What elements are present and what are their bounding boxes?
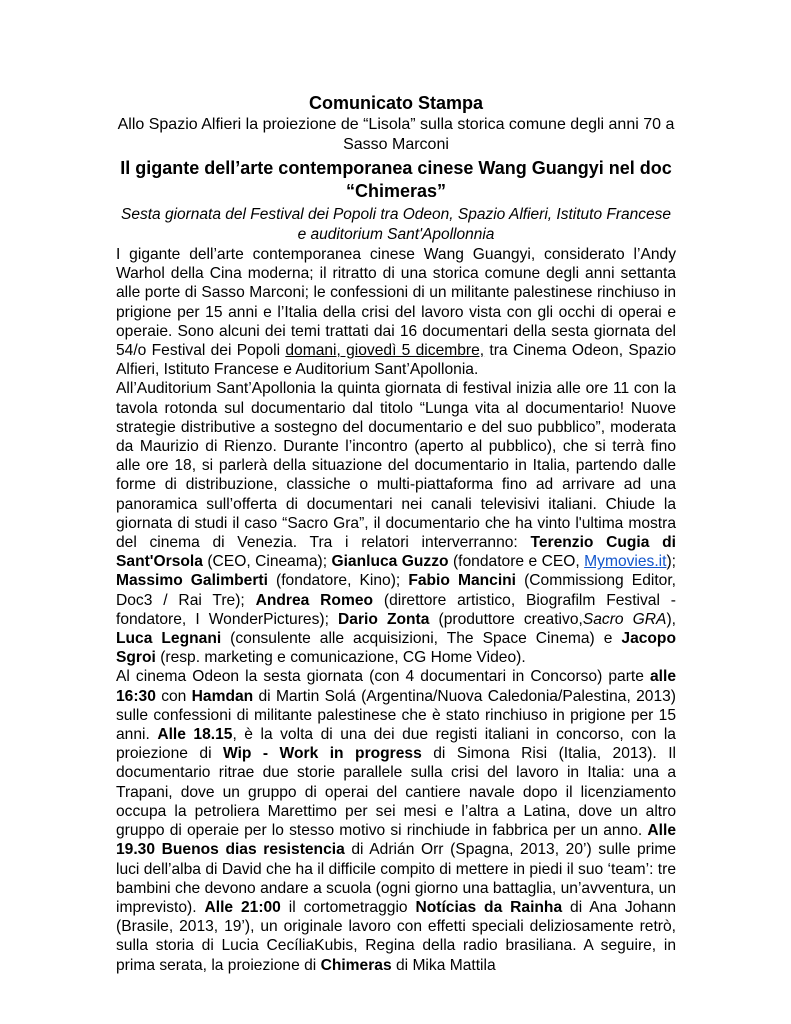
header-block — [116, 92, 676, 245]
speaker-name: Fabio Mancini — [408, 572, 517, 590]
paragraph-odeon — [116, 667, 676, 974]
film-title: Chimeras — [320, 956, 392, 974]
odeon-text: di Adrián Orr (Spagna, 2013, 20’) sulle prime luci dell’alba di David che ha il difficile compito di mettere in piedi il suo ‘team’: tre bambini che devono andare a scuola (ogni giorno una battaglia, un’avventura, un imprevisto). — [116, 841, 676, 916]
odeon-text: di Ana Johann (Brasile, 2013, 19’), un originale lavoro con effetti speciali deliziosamente retrò, sulla storia di Lucia CecíliaKubis, Regina della radio brasiliana. A seguire, in prima serata, la proiezione di — [116, 898, 676, 974]
speaker-name: Massimo Galimberti — [116, 572, 268, 590]
auditorium-text: All’Auditorium Sant’Apollonia la quinta giornata di festival inizia alle ore 11 con la tavola rotonda sul documentario dal titolo “Lunga vita al documentario! Nuove strategie distributive a sostegno del documentario e del suo pubblico”, moderata da Maurizio di Rienzo. Durante l’incontro (aperto al pubblico), che si terrà fino alle ore 18, si parlerà della situazione del documentario in Italia, partendo dalle forme di distribuzione, classiche o multi-piattaforma fino ad arrivare ad una panoramica sull’offerta di documentari nei canali televisivi italiani. Chiude la giornata di studi il caso “Sacro Gra”, il documentario che ha vinto l'ultima mostra del cinema di Venezia. Tra i relatori interverranno: — [116, 380, 676, 552]
speaker-role: (produttore creativo, — [429, 610, 583, 628]
odeon-text: di Simona Risi (Italia, 2013). Il documentario ritrae due storie parallele sulla crisi del lavoro in Italia: una a Trapani, dove un gruppo di operai del cantiere navale dopo il licenziamento occupa la petroliera Marettimo per sei mesi e l’altra a Latina, dove un altro gruppo di operaie per lo stesso motivo si rinchiude in fabbrica per un anno. — [116, 745, 676, 840]
odeon-text: , è la volta di una dei due registi italiani in concorso, con la proiezione di — [116, 726, 676, 763]
film-title: Notícias da Rainha — [415, 898, 563, 916]
speaker-role: (fondatore e CEO, — [448, 553, 585, 571]
paragraph-intro — [116, 245, 676, 379]
speaker-role: (fondatore, Kino); — [267, 572, 409, 590]
intro-text: I gigante dell’arte contemporanea cinese Wang Guangyi, considerato l’Andy Warhol della Cina moderna; il ritratto di una storica comune degli anni settanta alle porte di Sasso Marconi; le confessioni di un militante palestinese rinchiuso in prigione per 15 anni e l’Italia della crisi del lavoro vista con gli occhi di operai e operaie. Sono alcuni dei temi trattati dai 16 documentari della sesta giornata del 54/o Festival dei Popoli — [116, 246, 676, 360]
document-subtitle: Allo Spazio Alfieri la proiezione de “Lisola” sulla storica comune degli anni 70 a Sasso Marconi — [117, 116, 675, 153]
speaker-name: Terenzio Cugia di Sant'Orsola — [116, 534, 676, 571]
odeon-text: di Mika Mattila — [391, 956, 496, 974]
speaker-name: Andrea Romeo — [255, 591, 374, 609]
article-body — [116, 245, 676, 975]
screening-time: Alle 18.15 — [157, 726, 233, 744]
speaker-role: (CEO, Cineama); — [202, 553, 332, 571]
mymovies-link[interactable]: Mymovies.it — [584, 553, 667, 571]
speaker-name: Luca Legnani — [116, 630, 222, 648]
odeon-text: il cortometraggio — [280, 898, 416, 916]
speaker-name: Dario Zonta — [338, 610, 430, 628]
document-tagline: Sesta giornata del Festival dei Popoli tra Odeon, Spazio Alfieri, Istituto Francese e auditorium Sant'Apollonnia — [121, 206, 671, 243]
odeon-text: Al cinema Odeon la sesta giornata (con 4 documentari in Concorso) parte — [116, 668, 650, 686]
speaker-role: (resp. marketing e comunicazione, CG Home Video). — [155, 649, 526, 667]
paragraph-auditorium — [116, 379, 676, 667]
film-title: Sacro GRA — [582, 610, 667, 628]
screening-time: alle 16:30 — [116, 668, 676, 705]
speaker-role: ); — [666, 553, 677, 571]
screening-time: Alle 21:00 — [204, 898, 281, 916]
speaker-role: (direttore artistico, Biografilm Festival - fondatore, I WonderPictures); — [116, 591, 676, 628]
speaker-role: (Commissiong Editor, Doc3 / Rai Tre); — [116, 572, 677, 609]
press-release-page — [116, 92, 676, 975]
event-date: domani, giovedì 5 dicembre, — [285, 342, 485, 360]
intro-text-end: tra Cinema Odeon, Spazio Alfieri, Istituto Francese e Auditorium Sant’Apollonia. — [116, 342, 676, 379]
screening-time: Alle 19.30 Buenos dias resistencia — [116, 822, 676, 859]
odeon-text: con — [155, 687, 192, 705]
film-title: Hamdan — [191, 687, 254, 705]
speaker-role: (consulente alle acquisizioni, The Space Cinema) e — [221, 630, 622, 648]
film-title: Wip - Work in progress — [223, 745, 422, 763]
document-title: Comunicato Stampa — [308, 93, 484, 113]
document-headline: Il gigante dell’arte contemporanea cinese Wang Guangyi nel doc “Chimeras” — [120, 158, 672, 201]
odeon-text: di Martin Solá (Argentina/Nuova Caledonia/Palestina, 2013) sulle confessioni di militante palestinese che è stato rinchiuso in prigione per 15 anni. — [116, 687, 676, 744]
speaker-role: ), — [666, 610, 676, 628]
speaker-name: Gianluca Guzzo — [331, 553, 449, 571]
speaker-name: Jacopo Sgroi — [116, 630, 676, 667]
